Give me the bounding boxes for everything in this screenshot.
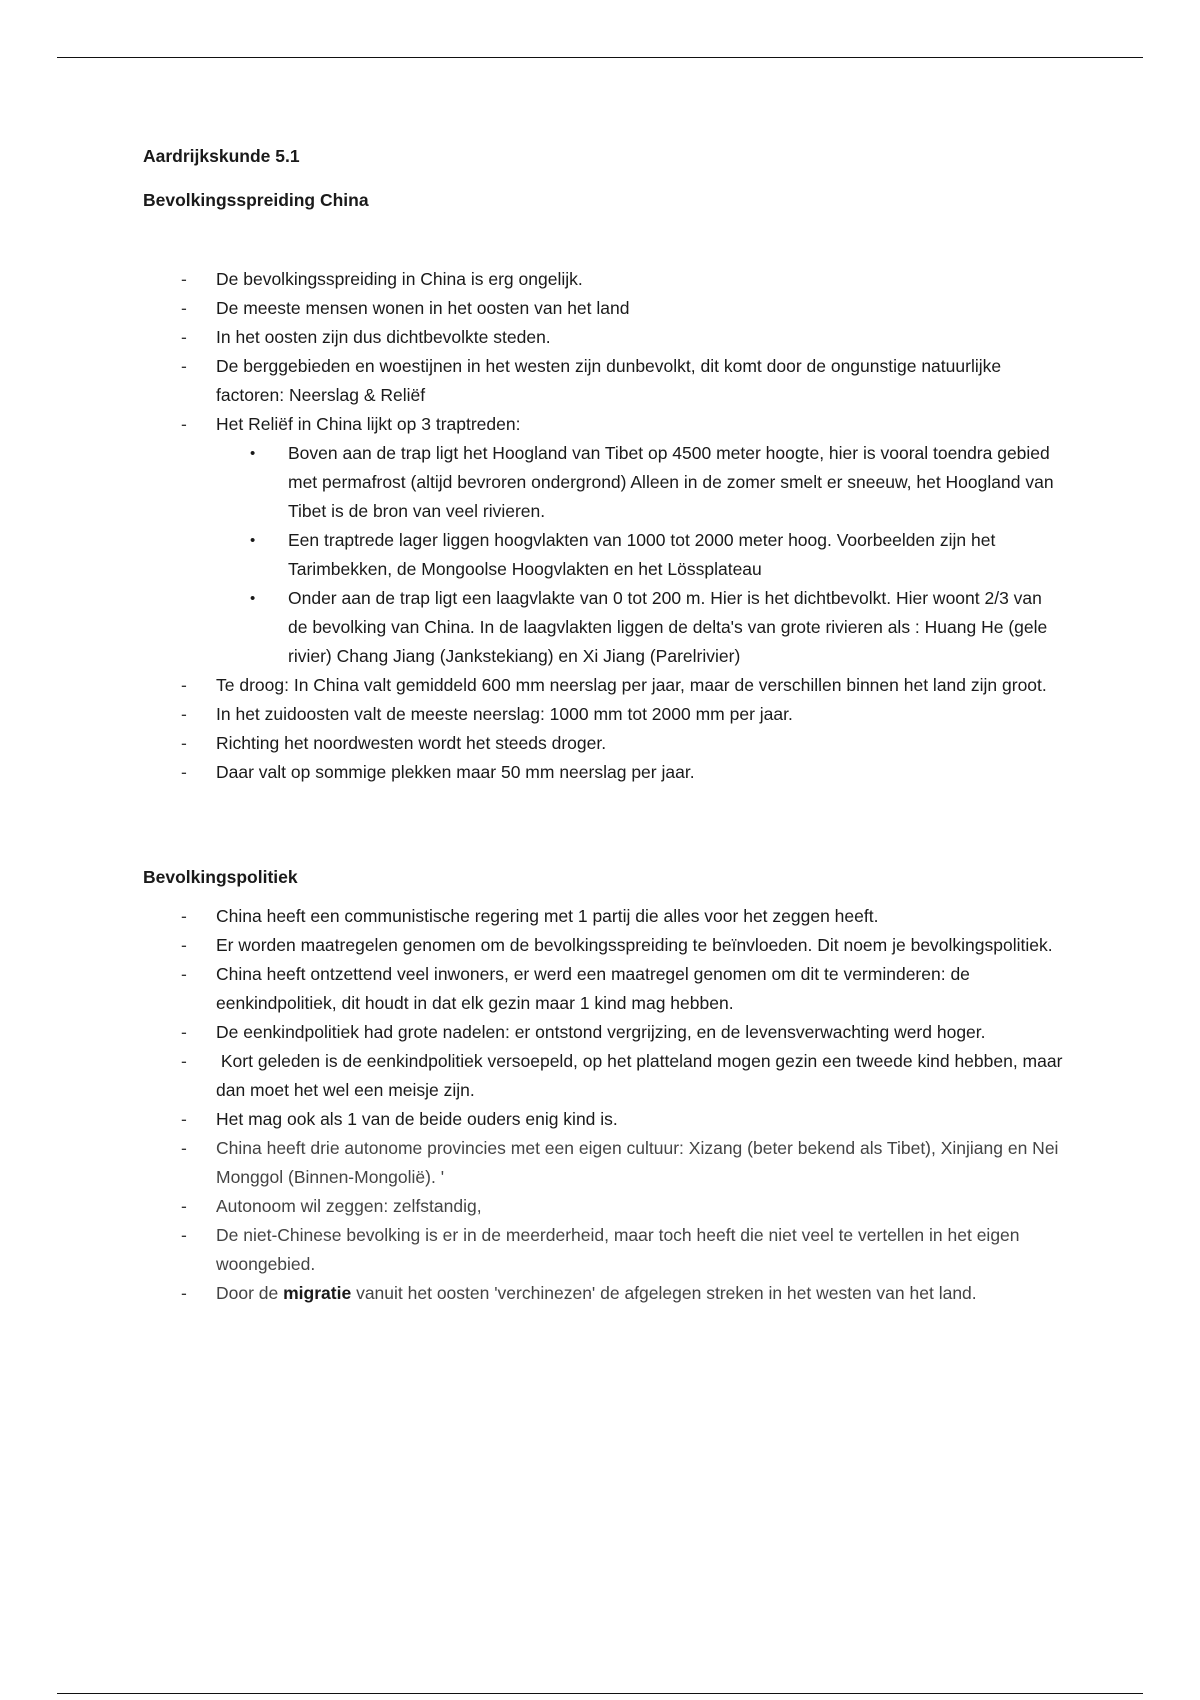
sublist-item — [143, 439, 1063, 526]
dash-marker: - — [181, 269, 187, 289]
list-item — [143, 729, 1063, 758]
list-item — [143, 902, 1063, 931]
list-item — [143, 700, 1063, 729]
list-item — [143, 265, 1063, 294]
list-item-text: China heeft ontzettend veel inwoners, er werd een maatregel genomen om dit te verminderen: de eenkindpolitiek, dit houdt in dat elk gezin maar 1 kind mag hebben. — [216, 964, 970, 1013]
sublist-traptreden — [143, 439, 1063, 671]
section-heading-bevolkingsspreiding: Bevolkingsspreiding China — [143, 190, 369, 210]
dash-marker: - — [181, 1022, 187, 1042]
dash-marker: - — [181, 1283, 187, 1303]
list-item — [143, 960, 1063, 1018]
list-item-text: Kort geleden is de eenkindpolitiek versoepeld, op het platteland mogen gezin een tweede kind hebben, maar dan moet het wel een meisje zijn. — [216, 1051, 1068, 1100]
list-item-text: De meeste mensen wonen in het oosten van het land — [216, 298, 630, 318]
list-item — [143, 323, 1063, 352]
list-item-text: De niet-Chinese bevolking is er in de meerderheid, maar toch heeft die niet veel te vertellen in het eigen woongebied. — [216, 1225, 1020, 1274]
sublist-item-text: Onder aan de trap ligt een laagvlakte van 0 tot 200 m. Hier is het dichtbevolkt. Hier woont 2/3 van de bevolking van China. In de laagvlakten liggen de delta's van grote rivieren als : Huang He (gele rivier) Chang Jiang (Jankstekiang) en Xi Jiang (Parelrivier) — [288, 588, 1048, 666]
list-item-text: China heeft een communistische regering met 1 partij die alles voor het zeggen heeft. — [216, 906, 879, 926]
list-item — [143, 671, 1063, 700]
list-item — [143, 294, 1063, 323]
text-run: Door de — [216, 1283, 284, 1303]
header-rule — [57, 57, 1143, 58]
list-bevolkingsspreiding — [143, 265, 1063, 787]
list-item — [143, 1192, 1063, 1221]
dash-marker: - — [181, 327, 187, 347]
list-item — [143, 931, 1063, 960]
dash-marker: - — [181, 414, 187, 434]
list-item — [143, 1018, 1063, 1047]
list-item-text: China heeft drie autonome provincies met een eigen cultuur: Xizang (beter bekend als Tibet), Xinjiang en Nei Monggol (Binnen-Mongolië). ' — [216, 1138, 1059, 1187]
text-run: vanuit het oosten 'verchinezen' de afgelegen streken in het westen van het land. — [351, 1283, 977, 1303]
list-item — [143, 1134, 1063, 1192]
sublist-item — [143, 584, 1063, 671]
list-item-text: De bevolkingsspreiding in China is erg ongelijk. — [216, 269, 583, 289]
list-bevolkingspolitiek — [143, 902, 1068, 1308]
list-item — [143, 1047, 1068, 1105]
spacer — [143, 215, 1063, 265]
list-item-text: In het oosten zijn dus dichtbevolkte steden. — [216, 327, 551, 347]
dash-marker: - — [181, 1225, 187, 1245]
list-item-text: Daar valt op sommige plekken maar 50 mm neerslag per jaar. — [216, 762, 695, 782]
list-item — [143, 1221, 1063, 1279]
list-item — [143, 758, 1063, 787]
dash-marker: - — [181, 1051, 187, 1071]
document-body — [143, 142, 1068, 1308]
list-item — [143, 352, 1063, 410]
footer-rule — [57, 1693, 1143, 1694]
list-item-text: De berggebieden en woestijnen in het westen zijn dunbevolkt, dit komt door de ongunstige natuurlijke factoren: Neerslag & Reliëf — [216, 356, 1002, 405]
list-item-text: Richting het noordwesten wordt het steeds droger. — [216, 733, 607, 753]
spacer — [143, 787, 1063, 863]
sublist-item-text: Boven aan de trap ligt het Hoogland van Tibet op 4500 meter hoogte, hier is vooral toendra gebied met permafrost (altijd bevroren ondergrond) Alleen in de zomer smelt er sneeuw, het Hoogland van Tibet is de bron van veel rivieren. — [288, 443, 1054, 521]
section-heading-bevolkingspolitiek: Bevolkingspolitiek — [143, 867, 298, 887]
list-item — [143, 1105, 1063, 1134]
dash-marker: - — [181, 704, 187, 724]
dash-marker: - — [181, 1109, 187, 1129]
list-item-text — [216, 1283, 977, 1303]
dash-marker: - — [181, 935, 187, 955]
list-item — [143, 1279, 1063, 1308]
sublist-item — [143, 526, 1063, 584]
dash-marker: - — [181, 906, 187, 926]
dash-marker: - — [181, 298, 187, 318]
dash-marker: - — [181, 356, 187, 376]
list-item-text: De eenkindpolitiek had grote nadelen: er ontstond vergrijzing, en de levensverwachting werd hoger. — [216, 1022, 986, 1042]
bullet-marker: • — [250, 590, 256, 607]
dash-marker: - — [181, 1196, 187, 1216]
dash-marker: - — [181, 762, 187, 782]
list-item-text: Er worden maatregelen genomen om de bevolkingsspreiding te beïnvloeden. Dit noem je bevolkingspolitiek. — [216, 935, 1053, 955]
sublist-item-text: Een traptrede lager liggen hoogvlakten van 1000 tot 2000 meter hoog. Voorbeelden zijn het Tarimbekken, de Mongoolse Hoogvlakten en het Lössplateau — [288, 530, 996, 579]
dash-marker: - — [181, 733, 187, 753]
dash-marker: - — [181, 964, 187, 984]
list-item-text: In het zuidoosten valt de meeste neerslag: 1000 mm tot 2000 mm per jaar. — [216, 704, 793, 724]
list-item — [143, 410, 1063, 671]
document-title: Aardrijkskunde 5.1 — [143, 146, 300, 166]
list-item-text: Het mag ook als 1 van de beide ouders enig kind is. — [216, 1109, 618, 1129]
bullet-marker: • — [250, 445, 256, 462]
bullet-marker: • — [250, 532, 256, 549]
dash-marker: - — [181, 675, 187, 695]
dash-marker: - — [181, 1138, 187, 1158]
bold-term-migratie: migratie — [283, 1283, 352, 1303]
list-item-text: Te droog: In China valt gemiddeld 600 mm neerslag per jaar, maar de verschillen binnen het land zijn groot. — [216, 675, 1047, 695]
list-item-text: Het Reliëf in China lijkt op 3 traptreden: — [216, 414, 521, 434]
list-item-text: Autonoom wil zeggen: zelfstandig, — [216, 1196, 482, 1216]
